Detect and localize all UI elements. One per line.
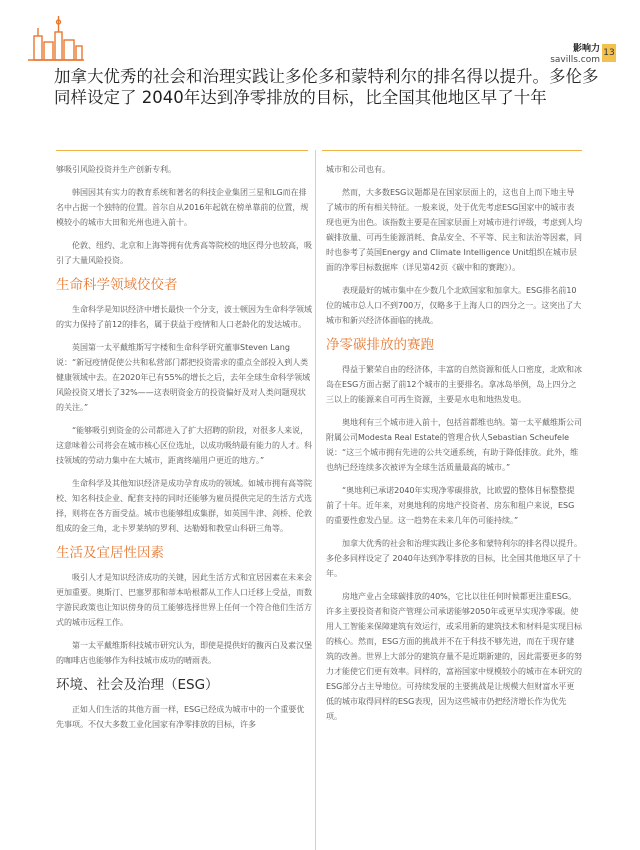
paragraph: 第一太平戴维斯科技城市研究认为，即使是提供好的馥丙白及素汉堡的咖啡店也能够作为科技城市成功的晴雨表。: [56, 641, 312, 665]
left-divider: [56, 150, 308, 151]
paragraph: “能够吸引到资金的公司都进入了扩大招聘的阶段，对很多人来说，这意味着公司将会在城市核心区位选址，以成功吸纳最有能力的人才。科技领域的劳动力集中在大城市，距离终端用户更近的地方。”: [56, 426, 312, 465]
brand-url: savills.com: [550, 55, 600, 65]
paragraph: 然而，大多数ESG议题都是在国家层面上的，这也自上而下地主导了城市的所有相关特征。一般来说，处于优先考虑ESG国家中的城市表现也更为出色。该指数主要是在国家层面上对城市进行评级，考虑到人均碳排放量、可再生能源消耗、食品安全、不平等、民主和法治等因素，同时也参考了英国Energy and Climate Intelligence Unit组织在城市层面的净零目标数据库（详见第42页《碳中和的赛跑》）。: [326, 188, 582, 272]
paragraph: 城市和公司也有。: [326, 165, 390, 174]
paragraph: 伦敦、纽约、北京和上海等拥有优秀高等院校的地区得分也较高，吸引了大量风险投资。: [56, 241, 312, 265]
right-column: [326, 162, 582, 732]
paragraph: 够吸引风险投资并生产创新专利。: [56, 165, 176, 174]
headline: 加拿大优秀的社会和治理实践让多伦多和蒙特利尔的排名得以提升。多伦多同样设定了 2040年达到净零排放的目标，比全国其他地区早了十年: [54, 67, 599, 107]
section-heading-lifestyle: 生活及宜居性因素: [56, 545, 164, 561]
paragraph: 加拿大优秀的社会和治理实践让多伦多和蒙特利尔的排名得以提升。多伦多同样设定了 2040年达到净零排放的目标，比全国其他地区早了十年。: [326, 539, 582, 578]
paragraph: 奥地利有三个城市进入前十，包括首都维也纳。第一太平戴维斯公司附属公司Modesta Real Estate的管理合伙人Sebastian Scheufele 说：“这三个城市拥有先进的公共交通系统，有助于降低排放。此外，维也纳已经连续多次被评为全球生活质量最高的城市。”: [326, 418, 582, 472]
section-heading-net-zero: 净零碳排放的赛跑: [326, 337, 434, 353]
paragraph: 正如人们生活的其他方面一样，ESG已经成为城市中的一个重要优先事项。不仅大多数工业化国家有净零排放的目标，许多: [56, 705, 305, 729]
paragraph: 韩国因其有实力的教育系统和著名的科技企业集团三星和LG而在排名中占据一个独特的位置。首尔自从2016年起就在榜单靠前的位置，规模较小的城市大田和光州也进入前十。: [56, 188, 309, 227]
section-heading-life-sciences: 生命科学领域佼佼者: [56, 277, 178, 293]
paragraph: 英国第一太平戴维斯写字楼和生命科学研究董事Steven Lang说：“新冠疫情促使公共和私营部门都把投资需求的重点全部投入到人类健康领域中去。在2020年已有55%的增长之后，去年全球生命科学领域风险投资又增长了32%——这表明资金方的投资偏好及对人类问题现状的关注。”: [56, 343, 311, 412]
paragraph: 生命科学及其他知识经济是成功孕育成功的领域。如城市拥有高等院校、知名科技企业、配套支持的同时还能够为雇员提供完足的生活方式选择，则将在各方面受益。城市也能够组成集群，如英国牛津、剑桥、伦敦组成的金三角，北卡罗莱纳的罗利、达勒姆和教堂山科研三角等。: [56, 479, 312, 533]
column-divider: [315, 150, 316, 850]
paragraph: 吸引人才是知识经济成功的关键，因此生活方式和宜居因素在未来会更加重要。奥斯汀、巴塞罗那和蒂本哈根都从工作人口迁移上受益，而数字游民政策也让知识傍身的员工能够选择世界上任何一个符合他们生活方式的城市远程工作。: [56, 573, 312, 627]
brand: [550, 44, 600, 66]
paragraph: 房地产业占全球碳排放的40%，它比以往任何时候都更注重ESG。许多主要投资者和资产管理公司承诺能够2050年或更早实现净零碳。使用人工智能来保障建筑有效运行，或采用新的建筑技术和材料是实现目标的核心。然而，ESG方面的挑战并不在于科技不够先进，而在于现存建筑的改善。世界上大部分的建筑存量不是近期新建的，因此需要更多的努力才能使它们更有效率。同样的，富裕国家中规模较小的城市在本研究的ESG部分占主导地位。可持续发展的主要挑战是让规模大但财富水平更低的城市取得同样的ESG表现，因为这些城市仍把经济增长作为优先项。: [326, 592, 582, 721]
brand-line-1: 影响力: [572, 44, 600, 54]
paragraph: 生命科学是知识经济中增长最快一个分支，波士顿因为生命科学领域的实力保持了前12的排名，属于获益于疫情和人口老龄化的发达城市。: [56, 305, 312, 329]
paragraph: 表现最好的城市集中在少数几个北欧国家和加拿大。ESG排名前10位的城市总人口不到700万，仅略多于上海人口的四分之一。这突出了大城市和新兴经济体面临的挑战。: [326, 286, 582, 325]
right-divider: [322, 150, 582, 151]
paragraph: “奥地利已承诺2040年实现净零碳排放，比欧盟的整体目标整整提前了十年。近年来，对奥地利的房地产投资者、房东和租户来说，ESG的重要性愈发凸显。这一趋势在未来几年仍可能持续。”: [326, 486, 575, 525]
page-number: 13: [602, 44, 616, 62]
paragraph: 得益于繁荣自由的经济体，丰富的自然资源和低人口密度，北欧和冰岛在ESG方面占据了前12个城市的主要排名。拿冰岛举例，岛上四分之三以上的能源来自可再生资源，主要是水电和地热发电。: [326, 365, 582, 404]
city-skyline-icon: [28, 10, 84, 66]
left-column: [56, 162, 312, 740]
section-heading-esg: 环境、社会及治理（ESG）: [56, 677, 219, 693]
